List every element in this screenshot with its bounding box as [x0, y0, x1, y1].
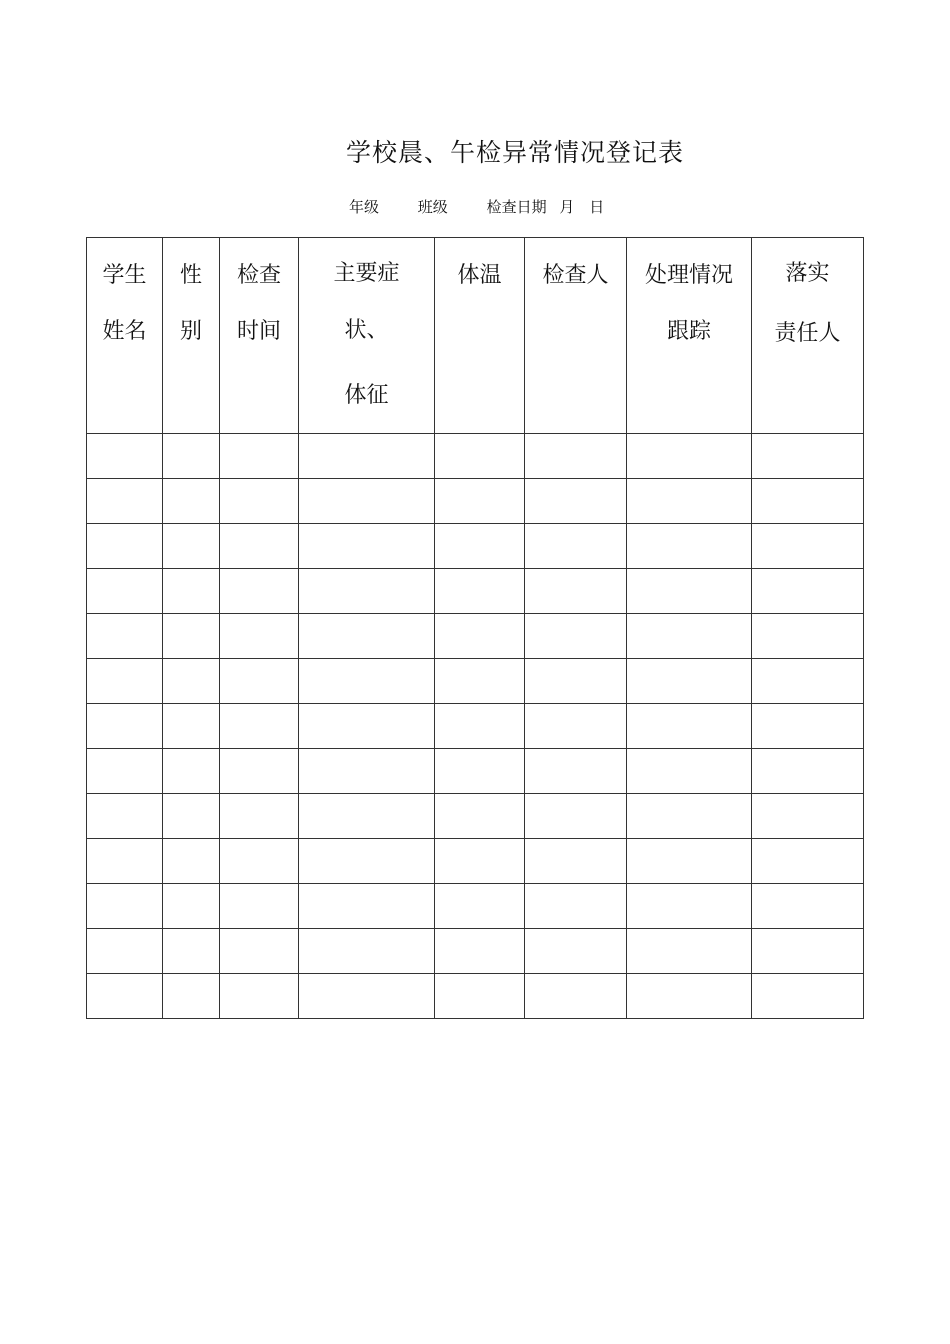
header-line: 跟踪	[666, 319, 711, 344]
table-cell[interactable]	[299, 659, 435, 704]
registration-table	[86, 237, 864, 1019]
table-cell[interactable]	[299, 614, 435, 659]
header-gender	[163, 238, 220, 434]
table-cell[interactable]	[220, 614, 299, 659]
table-cell[interactable]	[435, 704, 525, 749]
table-row	[87, 884, 864, 929]
table-cell[interactable]	[752, 794, 864, 839]
header-temperature	[435, 238, 525, 434]
table-cell[interactable]	[435, 749, 525, 794]
table-cell[interactable]	[299, 974, 435, 1019]
header-inspector	[525, 238, 627, 434]
header-line: 落实	[785, 261, 830, 286]
table-cell[interactable]	[163, 839, 220, 884]
table-row	[87, 659, 864, 704]
table-cell[interactable]	[299, 479, 435, 524]
table-cell[interactable]	[87, 614, 163, 659]
table-cell[interactable]	[627, 839, 752, 884]
table-cell[interactable]	[752, 974, 864, 1019]
table-row	[87, 704, 864, 749]
table-cell[interactable]	[627, 794, 752, 839]
header-line: 学生	[102, 263, 147, 288]
table-cell[interactable]	[435, 479, 525, 524]
table-row	[87, 524, 864, 569]
table-cell[interactable]	[220, 659, 299, 704]
table-row	[87, 479, 864, 524]
table-cell[interactable]	[525, 794, 627, 839]
table-cell[interactable]	[752, 614, 864, 659]
table-cell[interactable]	[435, 569, 525, 614]
header-line: 时间	[236, 319, 281, 344]
table-cell[interactable]	[220, 749, 299, 794]
header-responsible-person	[752, 238, 864, 434]
table-cell[interactable]	[627, 704, 752, 749]
table-cell[interactable]	[752, 524, 864, 569]
form-title: 学校晨、午检异常情况登记表	[345, 138, 684, 167]
table-cell[interactable]	[163, 929, 220, 974]
header-check-time	[220, 238, 299, 434]
table-cell[interactable]	[299, 929, 435, 974]
table-cell[interactable]	[87, 974, 163, 1019]
table-cell[interactable]	[752, 749, 864, 794]
table-cell[interactable]	[752, 929, 864, 974]
table-cell[interactable]	[627, 434, 752, 479]
class-label: 班级	[417, 198, 448, 216]
table-cell[interactable]	[87, 434, 163, 479]
header-follow-up	[627, 238, 752, 434]
table-cell[interactable]	[220, 434, 299, 479]
table-cell[interactable]	[163, 704, 220, 749]
table-cell[interactable]	[627, 659, 752, 704]
table-cell[interactable]	[525, 704, 627, 749]
table-cell[interactable]	[220, 929, 299, 974]
table-cell[interactable]	[435, 884, 525, 929]
table-cell[interactable]	[435, 614, 525, 659]
table-cell[interactable]	[299, 884, 435, 929]
month-label: 月	[559, 198, 575, 216]
table-cell[interactable]	[163, 794, 220, 839]
table-cell[interactable]	[220, 569, 299, 614]
table-cell[interactable]	[163, 524, 220, 569]
table-cell[interactable]	[87, 569, 163, 614]
grade-label: 年级	[349, 198, 380, 216]
header-line: 主要症	[333, 261, 400, 286]
table-cell[interactable]	[299, 749, 435, 794]
header-line: 责任人	[774, 321, 841, 346]
header-symptoms	[299, 238, 435, 434]
table-cell[interactable]	[435, 794, 525, 839]
table-cell[interactable]	[220, 524, 299, 569]
table-cell[interactable]	[220, 974, 299, 1019]
table-cell[interactable]	[752, 884, 864, 929]
table-cell[interactable]	[627, 614, 752, 659]
table-cell[interactable]	[87, 479, 163, 524]
table-cell[interactable]	[627, 929, 752, 974]
header-line: 检查人	[542, 263, 609, 288]
table-cell[interactable]	[752, 704, 864, 749]
table-cell[interactable]	[299, 704, 435, 749]
table-cell[interactable]	[163, 884, 220, 929]
header-line: 别	[179, 319, 202, 344]
table-cell[interactable]	[220, 794, 299, 839]
table-cell[interactable]	[87, 794, 163, 839]
table-cell[interactable]	[163, 974, 220, 1019]
table-cell[interactable]	[627, 974, 752, 1019]
header-line: 性	[179, 263, 202, 288]
table-cell[interactable]	[299, 569, 435, 614]
header-line: 状、	[344, 318, 389, 343]
table-cell[interactable]	[627, 479, 752, 524]
table-row	[87, 749, 864, 794]
table-cell[interactable]	[87, 659, 163, 704]
table-cell[interactable]	[163, 659, 220, 704]
table-cell[interactable]	[163, 434, 220, 479]
day-label: 日	[589, 198, 605, 216]
table-cell[interactable]	[435, 524, 525, 569]
table-cell[interactable]	[627, 569, 752, 614]
header-row	[87, 238, 864, 434]
table-cell[interactable]	[525, 884, 627, 929]
header-line: 检查	[236, 263, 281, 288]
table-cell[interactable]	[87, 524, 163, 569]
table-cell[interactable]	[87, 884, 163, 929]
table-cell[interactable]	[435, 974, 525, 1019]
table-cell[interactable]	[525, 479, 627, 524]
table-cell[interactable]	[220, 884, 299, 929]
table-cell[interactable]	[435, 839, 525, 884]
table-cell[interactable]	[87, 749, 163, 794]
header-line: 处理情况	[644, 263, 733, 288]
table-cell[interactable]	[299, 524, 435, 569]
table-cell[interactable]	[752, 839, 864, 884]
table-row	[87, 569, 864, 614]
table-cell[interactable]	[525, 569, 627, 614]
table-cell[interactable]	[627, 884, 752, 929]
table-cell[interactable]	[525, 614, 627, 659]
table-cell[interactable]	[435, 929, 525, 974]
table-cell[interactable]	[627, 524, 752, 569]
table-cell[interactable]	[752, 659, 864, 704]
table-cell[interactable]	[752, 434, 864, 479]
table-row	[87, 974, 864, 1019]
table-cell[interactable]	[163, 569, 220, 614]
table-cell[interactable]	[525, 929, 627, 974]
table-row	[87, 929, 864, 974]
table-cell[interactable]	[525, 659, 627, 704]
table-cell[interactable]	[87, 704, 163, 749]
table-cell[interactable]	[163, 749, 220, 794]
table-cell[interactable]	[163, 479, 220, 524]
table-cell[interactable]	[299, 434, 435, 479]
table-cell[interactable]	[435, 434, 525, 479]
table-cell[interactable]	[525, 524, 627, 569]
table-cell[interactable]	[299, 794, 435, 839]
table-cell[interactable]	[525, 434, 627, 479]
table-cell[interactable]	[627, 749, 752, 794]
table-cell[interactable]	[525, 749, 627, 794]
table-cell[interactable]	[87, 929, 163, 974]
table-cell[interactable]	[87, 839, 163, 884]
table-cell[interactable]	[299, 839, 435, 884]
table-cell[interactable]	[525, 839, 627, 884]
header-line: 体征	[344, 383, 389, 408]
form-meta-line	[349, 196, 604, 217]
table-cell[interactable]	[220, 839, 299, 884]
date-label: 检查日期	[486, 198, 547, 216]
table-cell[interactable]	[220, 704, 299, 749]
header-student-name	[87, 238, 163, 434]
table-cell[interactable]	[435, 659, 525, 704]
table-cell[interactable]	[525, 974, 627, 1019]
table-cell[interactable]	[163, 614, 220, 659]
header-line: 体温	[457, 263, 502, 288]
table-cell[interactable]	[220, 479, 299, 524]
header-line: 姓名	[102, 319, 147, 344]
table-row	[87, 614, 864, 659]
table-cell[interactable]	[752, 479, 864, 524]
table-cell[interactable]	[752, 569, 864, 614]
table-row	[87, 794, 864, 839]
table-row	[87, 434, 864, 479]
table-row	[87, 839, 864, 884]
